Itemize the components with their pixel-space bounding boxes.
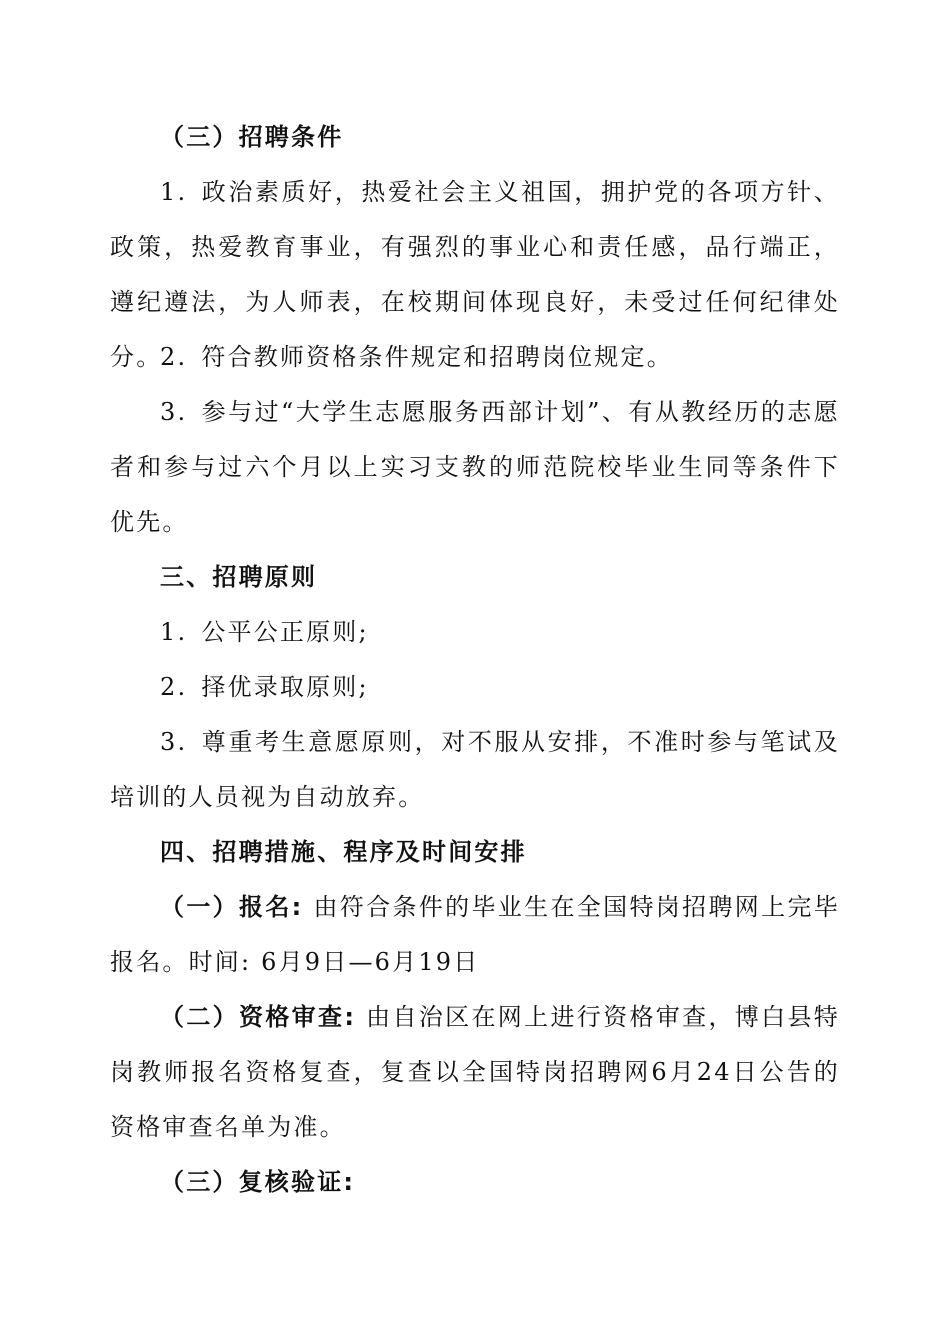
condition-item-2-num: 2. bbox=[160, 343, 188, 371]
procedure-step-1-label: （一）报名: bbox=[160, 893, 304, 921]
procedure-step-1-text: 由符合条件的毕业生在全国特岗招聘网上完毕报名。时间: 6月9日—6月19日 bbox=[110, 893, 840, 976]
principle-item-2 bbox=[110, 660, 840, 715]
principle-item-3-num: 3. bbox=[160, 728, 188, 756]
condition-item-2 bbox=[110, 330, 840, 385]
principle-item-1-text: 公平公正原则; bbox=[201, 618, 369, 646]
procedure-step-3 bbox=[110, 1155, 840, 1210]
condition-item-1-text: 政治素质好，热爱社会主义祖国，拥护党的各项方针、政策，热爱教育事业，有强烈的事业心和责任感，品行端正，遵纪遵法，为人师表，在校期间体现良好，未受过任何纪律处分。 bbox=[110, 178, 840, 371]
conditions-heading: （三）招聘条件 bbox=[160, 123, 344, 151]
principle-item-2-text: 择优录取原则; bbox=[201, 673, 369, 701]
procedure-step-2-label: （二）资格审查: bbox=[160, 1003, 357, 1031]
procedure-step-3-label: （三）复核验证: bbox=[160, 1168, 356, 1196]
principle-item-2-num: 2. bbox=[160, 673, 188, 701]
principle-item-3-text: 尊重考生意愿原则，对不服从安排，不准时参与笔试及培训的人员视为自动放弃。 bbox=[110, 728, 840, 811]
condition-item-3-num: 3. bbox=[160, 398, 188, 426]
procedure-heading: 四、招聘措施、程序及时间安排 bbox=[160, 838, 527, 866]
condition-item-3-text: 参与过“大学生志愿服务西部计划”、有从教经历的志愿者和参与过六个月以上实习支教的师范院校毕业生同等条件下优先。 bbox=[110, 398, 840, 536]
procedure-step-2 bbox=[110, 990, 840, 1155]
procedure-step-2-text: 由自治区在网上进行资格审查，博白县特岗教师报名资格复查，复查以全国特岗招聘网6月24日公告的资格审查名单为准。 bbox=[110, 1003, 840, 1141]
condition-item-3 bbox=[110, 385, 840, 550]
principle-item-1-num: 1. bbox=[160, 618, 188, 646]
principle-item-3 bbox=[110, 715, 840, 825]
procedure-step-1 bbox=[110, 880, 840, 990]
condition-item-1-num: 1. bbox=[160, 178, 188, 206]
principles-heading: 三、招聘原则 bbox=[160, 563, 318, 591]
condition-item-2-text: 符合教师资格条件规定和招聘岗位规定。 bbox=[201, 343, 673, 371]
principle-item-1 bbox=[110, 605, 840, 660]
